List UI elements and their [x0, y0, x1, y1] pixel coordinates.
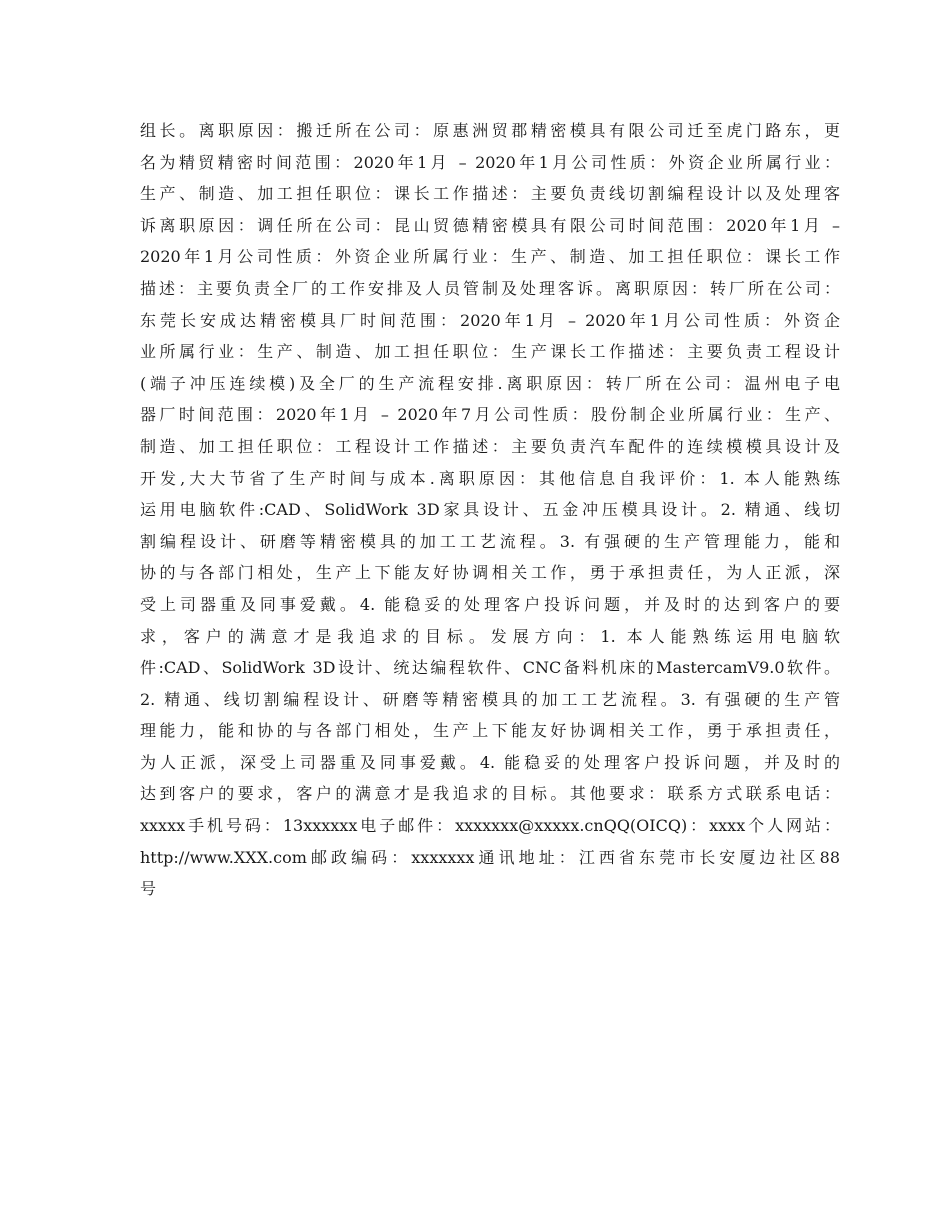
text-line: 运用电脑软件:CAD、SolidWork 3D家具设计、五金冲压模具设计。2. 精通、线切	[140, 500, 840, 520]
text-line: 求，客户的满意才是我追求的目标。发展方向：1. 本人能熟练运用电脑软	[140, 626, 840, 646]
text-line: 受上司器重及同事爱戴。4. 能稳妥的处理客户投诉问题，并及时的达到客户的要	[140, 594, 840, 614]
text-line: 2020年1月公司性质：外资企业所属行业：生产、制造、加工担任职位：课长工作	[140, 247, 840, 267]
text-line: 生产、制造、加工担任职位：课长工作描述：主要负责线切割编程设计以及处理客	[140, 184, 840, 204]
text-line: 达到客户的要求，客户的满意才是我追求的目标。其他要求：联系方式联系电话：	[140, 784, 840, 804]
text-line: 诉离职原因：调任所在公司：昆山贸德精密模具有限公司时间范围：2020年1月 –	[140, 215, 840, 235]
text-line: 号	[140, 879, 157, 899]
text-line: 名为精贸精密时间范围：2020年1月 – 2020年1月公司性质：外资企业所属行业：	[140, 152, 840, 172]
text-line: http://www.XXX.com邮政编码：xxxxxxx通讯地址：江西省东莞市长安厦边社区88	[140, 847, 840, 867]
text-line: 开发,大大节省了生产时间与成本.离职原因：其他信息自我评价：1. 本人能熟练	[140, 468, 840, 488]
text-line: xxxxx手机号码：13xxxxxx电子邮件：xxxxxxx@xxxxx.cnQQ(OICQ)：xxxx个人网站：	[140, 816, 840, 836]
text-line: 2. 精通、线切割编程设计、研磨等精密模具的加工工艺流程。3. 有强硬的生产管	[140, 689, 840, 709]
text-line: 东莞长安成达精密模具厂时间范围：2020年1月 – 2020年1月公司性质：外资企	[140, 310, 840, 330]
text-line: (端子冲压连续模)及全厂的生产流程安排.离职原因：转厂所在公司：温州电子电	[140, 373, 840, 393]
text-line: 组长。离职原因：搬迁所在公司：原惠洲贸郡精密模具有限公司迁至虎门路东，更	[140, 121, 840, 140]
text-line: 理能力，能和协的与各部门相处，生产上下能友好协调相关工作，勇于承担责任，	[140, 721, 840, 741]
text-line: 制造、加工担任职位：工程设计工作描述：主要负责汽车配件的连续模模具设计及	[140, 436, 840, 456]
text-line: 业所属行业：生产、制造、加工担任职位：生产课长工作描述：主要负责工程设计	[140, 342, 840, 362]
text-line: 为人正派，深受上司器重及同事爱戴。4. 能稳妥的处理客户投诉问题，并及时的	[140, 752, 840, 772]
body-text	[140, 115, 840, 905]
text-line: 器厂时间范围：2020年1月 – 2020年7月公司性质：股份制企业所属行业：生产、	[140, 405, 840, 425]
text-line: 件:CAD、SolidWork 3D设计、统达编程软件、CNC备料机床的MastercamV9.0软件。	[140, 658, 840, 678]
text-line: 描述：主要负责全厂的工作安排及人员管制及处理客诉。离职原因：转厂所在公司：	[140, 278, 840, 298]
text-line: 协的与各部门相处，生产上下能友好协调相关工作，勇于承担责任，为人正派，深	[140, 563, 840, 583]
text-line: 割编程设计、研磨等精密模具的加工工艺流程。3. 有强硬的生产管理能力，能和	[140, 531, 840, 551]
